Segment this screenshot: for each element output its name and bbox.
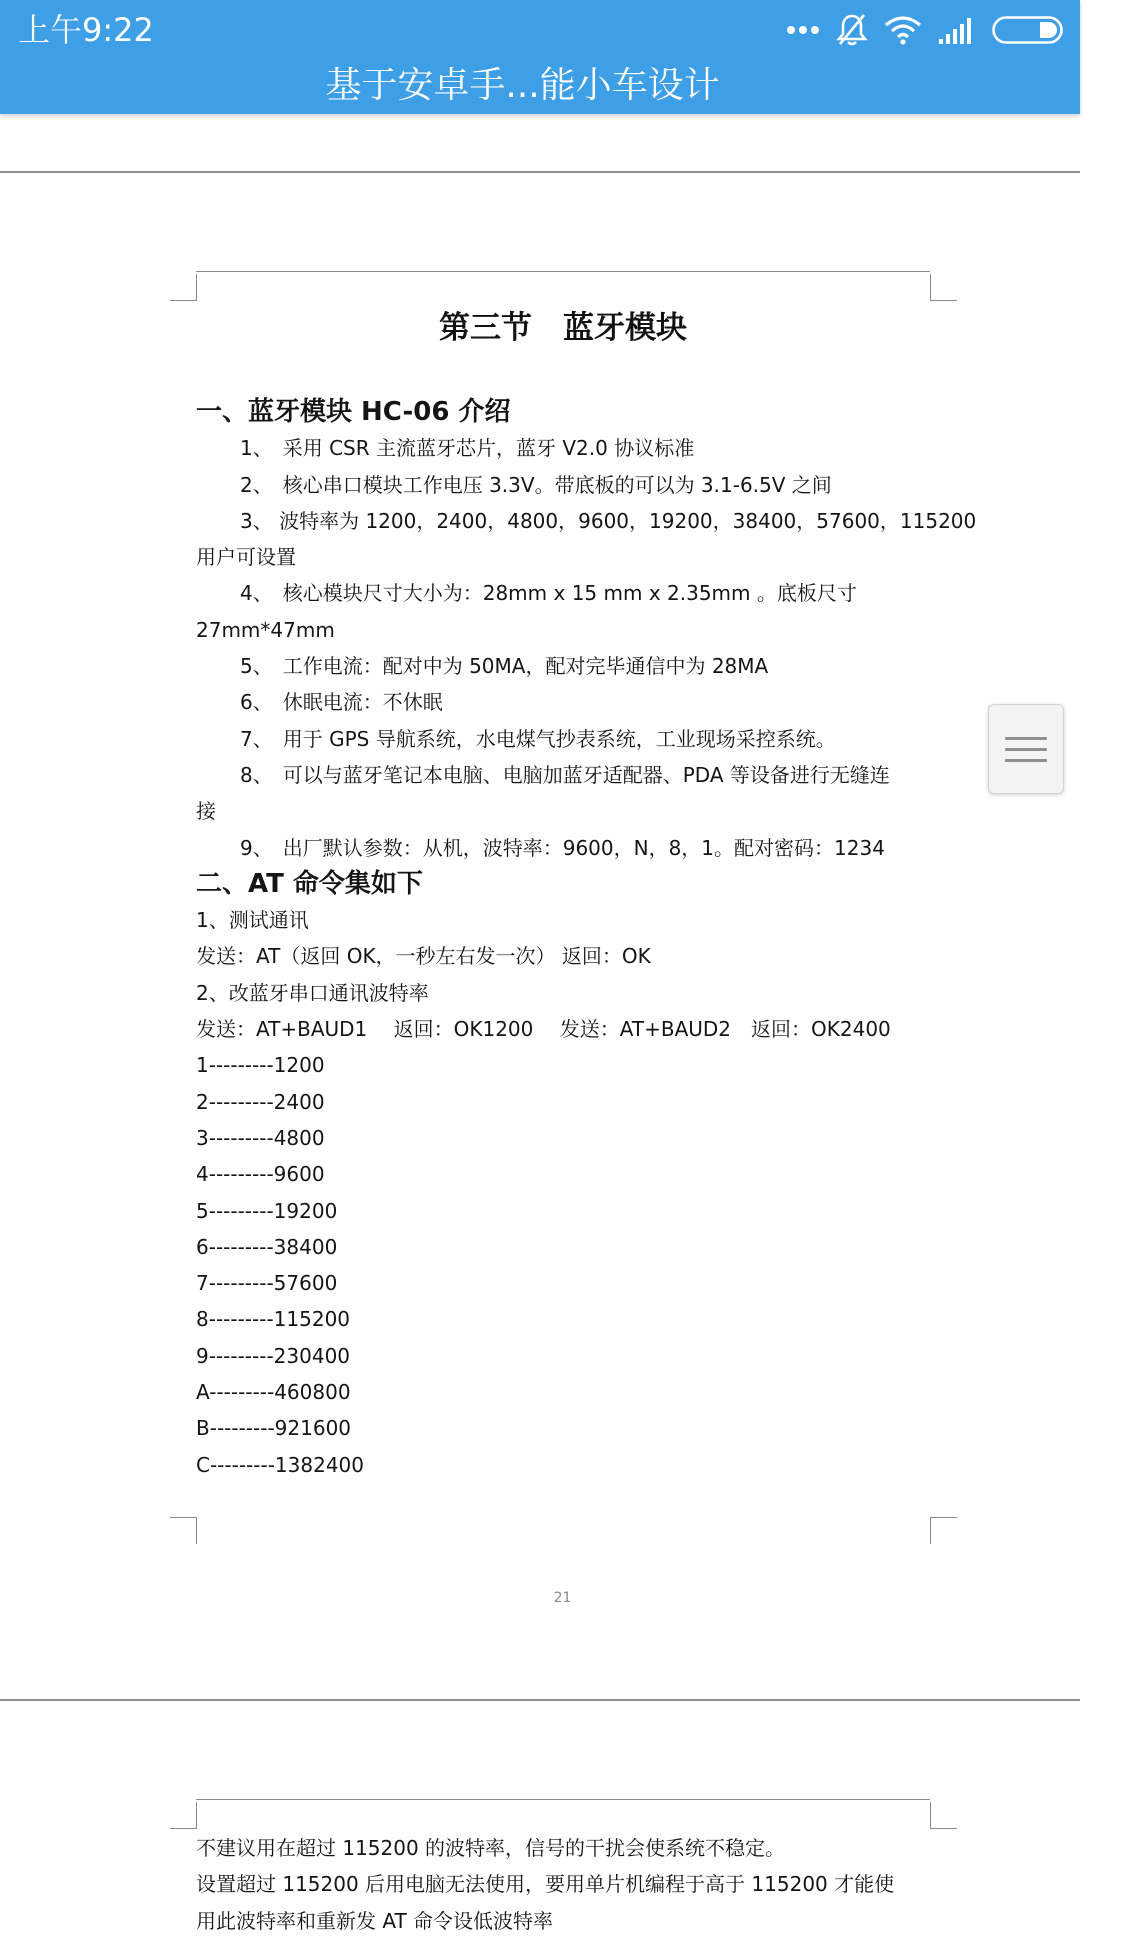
baud-rate-row: C---------1382400 [196,1452,364,1477]
signal-icon [938,15,976,45]
intro-item-continued: 接 [196,799,216,824]
intro-item: 2、 核心串口模块工作电压 3.3V。带底板的可以为 3.1-6.5V 之间 [240,472,832,497]
at-line: 1、测试通讯 [196,908,309,933]
document-body [196,394,977,1483]
app-bar [0,0,1080,114]
crop-mark [170,274,197,301]
floating-menu-button[interactable] [988,704,1064,794]
intro-item: 8、 可以与蓝牙笔记本电脑、电脑加蓝牙适配器、PDA 等设备进行无缝连 [240,762,890,787]
crop-mark [930,274,957,301]
section-title: 第三节 蓝牙模块 [439,310,687,346]
intro-item: 9、 出厂默认参数：从机，波特率：9600，N，8，1。配对密码：1234 [240,835,885,860]
wifi-icon [884,15,922,45]
next-page-line: 用此波特率和重新发 AT 命令设低波特率 [196,1908,554,1933]
crop-mark [170,1802,197,1829]
baud-rate-row: 7---------57600 [196,1271,338,1296]
intro-item: 3、 波特率为 1200，2400，4800，9600，19200，38400，57600，115200 [240,508,977,533]
page-number: 21 [553,1590,572,1606]
heading-intro: 一、蓝牙模块 HC-06 介绍 [196,397,511,427]
crop-mark [930,1802,957,1829]
baud-rate-row: 5---------19200 [196,1198,338,1223]
baud-rate-row: 3---------4800 [196,1125,325,1150]
baud-rate-row: 9---------230400 [196,1343,351,1368]
next-page-body [196,1830,934,1939]
intro-item: 1、 采用 CSR 主流蓝牙芯片，蓝牙 V2.0 协议标准 [240,436,695,461]
next-page-line: 不建议用在超过 115200 的波特率，信号的干扰会使系统不稳定。 [196,1836,786,1860]
at-line: 2、改蓝牙串口通讯波特率 [196,980,429,1005]
intro-item: 7、 用于 GPS 导航系统，水电煤气抄表系统，工业现场采控系统。 [240,726,836,751]
crop-mark [170,1517,197,1544]
intro-item: 4、 核心模块尺寸大小为：28mm x 15 mm x 2.35mm 。底板尺寸 [240,581,857,606]
baud-rate-row: 4---------9600 [196,1162,325,1187]
baud-rate-row: A---------460800 [196,1380,351,1405]
header-rule [196,271,930,272]
page-separator [0,1699,1080,1701]
bell-off-icon [836,13,868,47]
intro-item-continued: 用户可设置 [196,545,296,570]
crop-mark [930,1517,957,1544]
more-dots-icon [786,25,820,35]
intro-item-continued: 27mm*47mm [196,617,335,642]
heading-at-commands: 二、AT 命令集如下 [196,868,423,899]
status-icons [786,10,1064,50]
intro-item: 5、 工作电流：配对中为 50MA，配对完毕通信中为 28MA [240,654,769,679]
next-page-line: 设置超过 115200 后用电脑无法使用，要用单片机编程于高于 115200 才能使 [196,1872,895,1897]
header-rule [196,1799,930,1800]
at-line: 发送：AT（返回 OK，一秒左右发一次） 返回：OK [196,944,651,969]
baud-rate-row: B---------921600 [196,1416,352,1441]
battery-icon [992,15,1064,45]
at-line: 发送：AT+BAUD1 返回：OK1200 发送：AT+BAUD2 返回：OK2400 [196,1017,891,1042]
baud-rate-row: 6---------38400 [196,1234,338,1259]
intro-item: 6、 休眠电流：不休眠 [240,690,443,715]
document-title-bar: 基于安卓手...能小车设计 [325,65,720,106]
status-time: 上午9:22 [18,11,154,49]
menu-icon [1005,729,1047,770]
page-separator [0,171,1080,173]
baud-rate-row: 8---------115200 [196,1307,351,1332]
baud-rate-row: 2---------2400 [196,1089,325,1114]
baud-rate-row: 1---------1200 [196,1053,325,1078]
